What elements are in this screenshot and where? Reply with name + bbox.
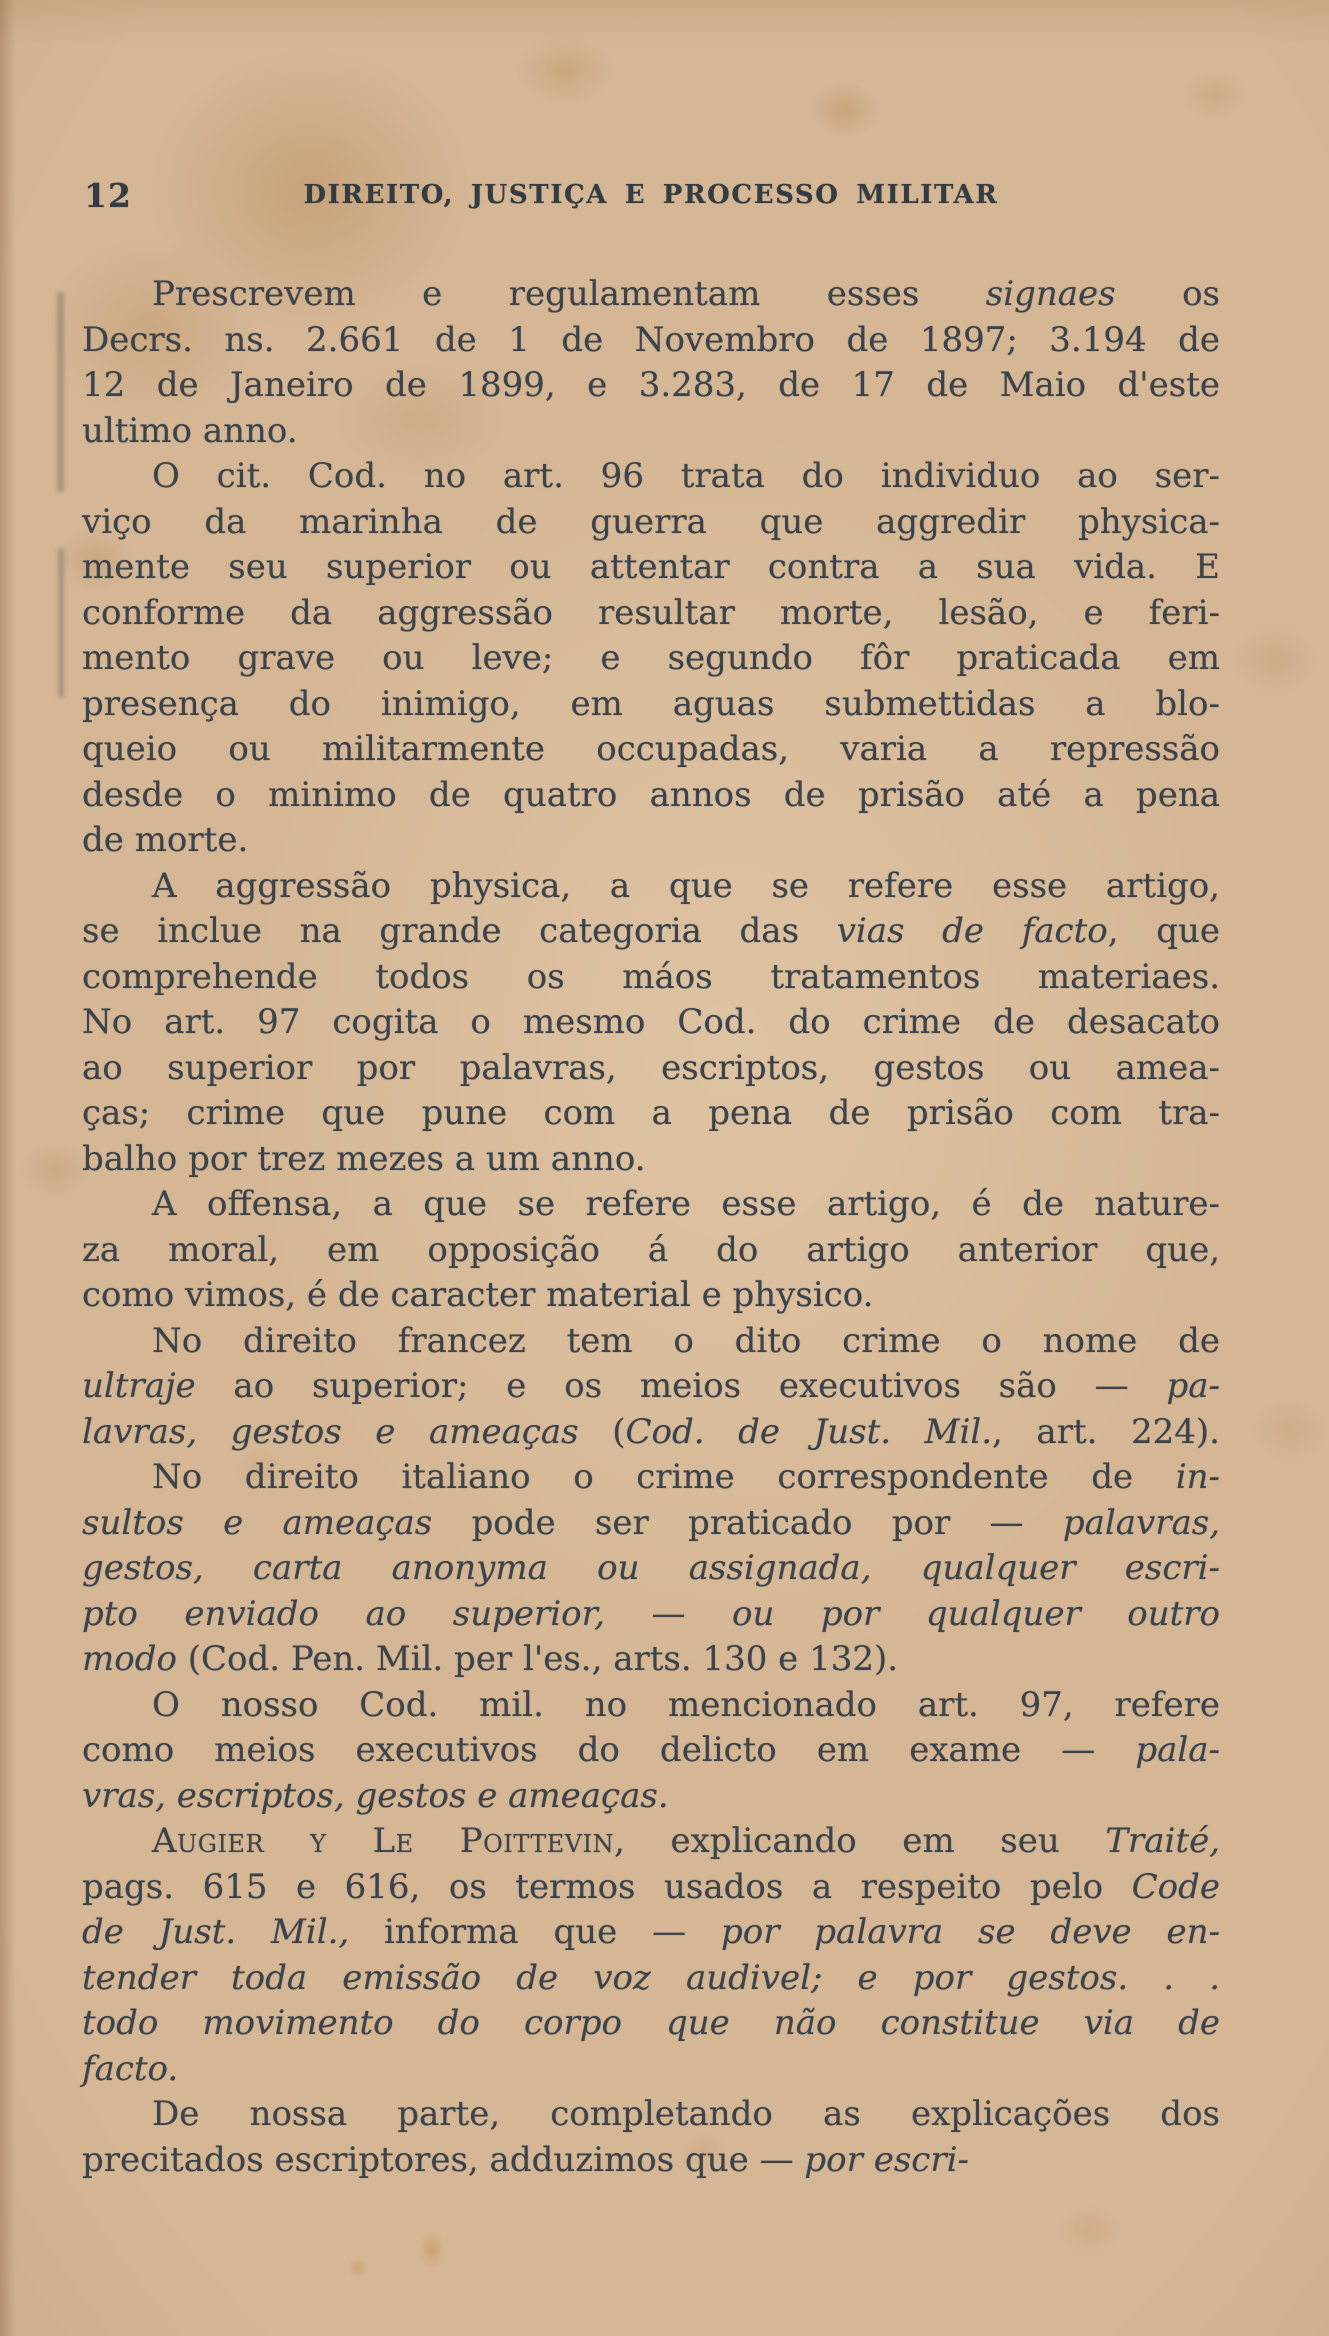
running-head <box>82 174 1220 215</box>
text-line <box>82 773 1220 819</box>
text-line <box>82 1865 1220 1911</box>
text-segment: pode ser praticado por — <box>432 1502 1063 1543</box>
text-segment: No art. 97 cogita o mesmo Cod. do crime de desacato <box>82 1002 1220 1042</box>
text-segment: lavras, gestos e ameaças <box>82 1411 579 1452</box>
text-line <box>82 955 1220 1001</box>
text-segment: A offensa, a que se refere esse artigo, é de nature- <box>152 1184 1220 1224</box>
text-line <box>82 454 1220 500</box>
text-segment: de morte. <box>82 820 249 860</box>
text-segment: Traité, <box>1105 1821 1221 1861</box>
text-segment: pags. 615 e 616, os termos usados a respeito pelo <box>82 1866 1132 1907</box>
paragraph <box>82 1455 1220 1683</box>
text-segment: balho por trez mezes a um anno. <box>82 1138 646 1179</box>
text-line <box>82 1774 1220 1820</box>
ink-smudge <box>57 292 64 492</box>
text-segment: conforme da aggressão resultar morte, lesão, e feri- <box>82 592 1220 633</box>
text-segment: pto enviado ao superior, — ou por qualquer outro <box>82 1593 1220 1634</box>
text-segment: signaes <box>985 274 1116 314</box>
running-title: DIREITO, JUSTIÇA E PROCESSO MILITAR <box>303 180 999 210</box>
text-line <box>82 1546 1220 1592</box>
text-line <box>82 1046 1220 1092</box>
text-line <box>82 1182 1220 1228</box>
text-segment: por palavra se deve en- <box>720 1912 1221 1952</box>
text-segment: ( <box>578 1411 626 1452</box>
text-segment: ças; crime que pune com a pena de prisão com tra- <box>82 1093 1220 1133</box>
text-segment: , explicando em seu <box>614 1821 1106 1861</box>
text-segment: os <box>1115 274 1220 314</box>
text-segment: mento grave ou leve; e segundo fôr praticada em <box>82 638 1220 678</box>
text-segment: ao superior; e os meios executivos são — <box>195 1366 1167 1406</box>
text-segment: vias de facto <box>836 911 1108 951</box>
text-segment: todo movimento do corpo que não constitue via de <box>82 2003 1220 2043</box>
text-segment: , que <box>1107 911 1220 951</box>
text-line <box>82 727 1220 773</box>
text-line <box>82 636 1220 682</box>
text-segment: Cod. de Just. Mil. <box>625 1411 993 1452</box>
text-segment: Code <box>1131 1866 1220 1907</box>
paragraph <box>82 1683 1220 1820</box>
paragraph <box>82 272 1220 454</box>
text-line <box>82 2138 1220 2184</box>
text-line <box>82 2092 1220 2138</box>
text-line <box>82 1455 1220 1501</box>
text-line <box>82 2001 1220 2047</box>
text-segment: presença do inimigo, em aguas submettidas a blo- <box>82 683 1220 724</box>
paragraph <box>82 1319 1220 1456</box>
text-segment: ao superior por palavras, escriptos, gestos ou amea- <box>82 1047 1220 1088</box>
text-segment: palavras, <box>1062 1502 1220 1543</box>
paragraph <box>82 454 1220 864</box>
text-segment: desde o minimo de quatro annos de prisão até a pena <box>82 774 1220 815</box>
text-segment: pala- <box>1135 1730 1220 1770</box>
text-segment: (Cod. Pen. Mil. per l'es., arts. 130 e 132). <box>176 1639 899 1679</box>
paragraph <box>82 1819 1220 2092</box>
text-line <box>82 318 1220 364</box>
text-segment: A aggressão physica, a que se refere esse artigo, <box>152 865 1220 906</box>
text-line <box>82 1910 1220 1956</box>
text-line <box>82 1956 1220 2002</box>
text-line <box>82 1000 1220 1046</box>
text-line <box>82 1410 1220 1456</box>
text-segment: in- <box>1175 1457 1220 1497</box>
text-line <box>82 545 1220 591</box>
text-segment: comprehende todos os máos tratamentos materiaes. <box>82 956 1220 997</box>
text-segment: modo <box>82 1639 177 1679</box>
text-line <box>82 909 1220 955</box>
text-segment: facto. <box>82 2048 179 2089</box>
text-segment: Prescrevem e regulamentam esses <box>152 274 986 314</box>
text-segment: ultimo anno. <box>82 410 298 451</box>
text-segment: vras, escriptos, gestos e ameaças. <box>82 1775 669 1816</box>
text-segment: O nosso Cod. mil. no mencionado art. 97, refere <box>152 1684 1220 1725</box>
text-segment: queio ou militarmente occupadas, varia a repressão <box>82 729 1220 769</box>
text-line <box>82 1091 1220 1137</box>
text-line <box>82 1592 1220 1638</box>
text-line <box>82 1137 1220 1183</box>
text-segment: informa que — <box>349 1912 721 1952</box>
text-segment: , art. 224). <box>992 1411 1220 1452</box>
text-segment: pa- <box>1166 1366 1220 1406</box>
text-segment: mente seu superior ou attentar contra a sua vida. E <box>82 547 1220 587</box>
text-line <box>82 1728 1220 1774</box>
ink-smudge <box>58 548 64 698</box>
text-segment: tender toda emissão de voz audivel; e por gestos. . . <box>82 1957 1220 1998</box>
text-line <box>82 818 1220 864</box>
text-segment: No direito italiano o crime correspondente de <box>152 1457 1176 1497</box>
text-line <box>82 864 1220 910</box>
text-line <box>82 1819 1220 1865</box>
text-segment: za moral, em opposição á do artigo anterior que, <box>82 1229 1220 1270</box>
text-line <box>82 1683 1220 1729</box>
text-line <box>82 500 1220 546</box>
text-line <box>82 1364 1220 1410</box>
text-line <box>82 409 1220 455</box>
text-segment: ultraje <box>82 1366 196 1406</box>
page-number: 12 <box>84 176 132 215</box>
text-line <box>82 591 1220 637</box>
text-line <box>82 1637 1220 1683</box>
paragraph <box>82 864 1220 1183</box>
text-line <box>82 272 1220 318</box>
text-segment: por escri- <box>804 2139 969 2180</box>
paragraph <box>82 1182 1220 1319</box>
text-segment: 12 de Janeiro de 1899, e 3.283, de 17 de Maio d'este <box>82 365 1220 405</box>
text-segment: Augier y Le Poittevin <box>152 1821 615 1861</box>
text-segment: O cit. Cod. no art. 96 trata do individuo ao ser- <box>152 456 1220 496</box>
text-segment: sultos e ameaças <box>82 1502 433 1543</box>
text-segment: De nossa parte, completando as explicações dos <box>152 2094 1220 2134</box>
text-line <box>82 1501 1220 1547</box>
paragraph <box>82 2092 1220 2183</box>
body-text <box>82 272 1220 2183</box>
text-line <box>82 682 1220 728</box>
text-line <box>82 363 1220 409</box>
text-line <box>82 2047 1220 2093</box>
text-line <box>82 1273 1220 1319</box>
text-segment: Decrs. ns. 2.661 de 1 de Novembro de 1897; 3.194 de <box>82 319 1220 360</box>
text-line <box>82 1319 1220 1365</box>
text-segment: gestos, carta anonyma ou assignada, qualquer escri- <box>82 1548 1220 1588</box>
text-segment: No direito francez tem o dito crime o nome de <box>152 1320 1220 1361</box>
text-line <box>82 1228 1220 1274</box>
text-segment: de Just. Mil., <box>82 1912 350 1952</box>
text-segment: se inclue na grande categoria das <box>82 911 837 951</box>
text-segment: como vimos, é de caracter material e physico. <box>82 1275 874 1315</box>
text-segment: viço da marinha de guerra que aggredir physica- <box>82 501 1220 542</box>
text-segment: precitados escriptores, adduzimos que — <box>82 2139 805 2180</box>
text-segment: como meios executivos do delicto em exame — <box>82 1730 1136 1770</box>
